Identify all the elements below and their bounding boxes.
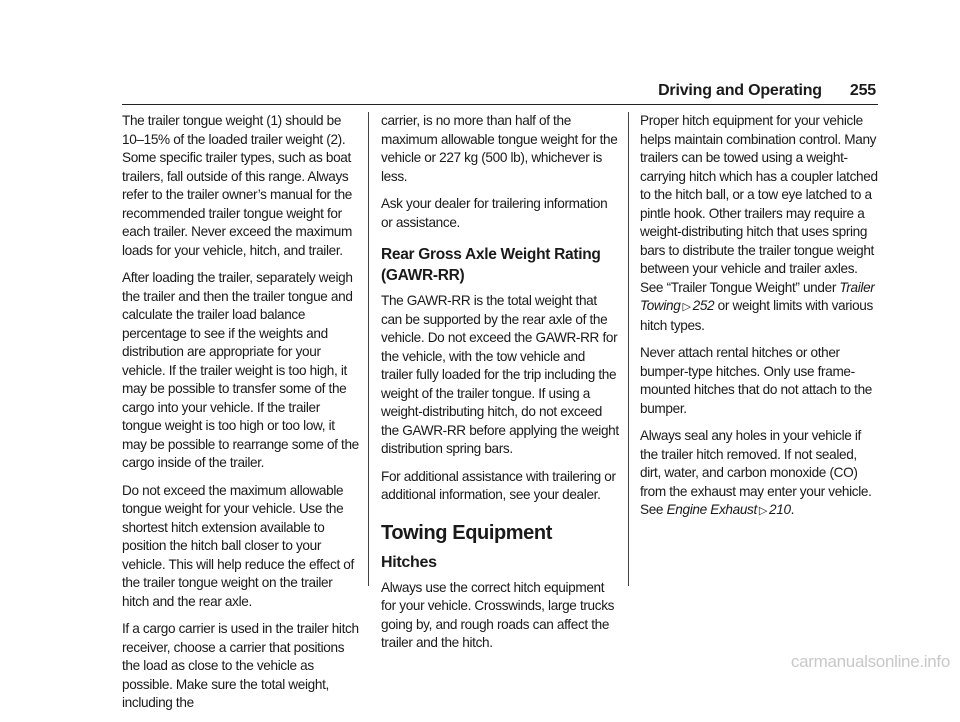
paragraph: For additional assistance with trailering or additional information, see your dealer. bbox=[381, 468, 616, 502]
xref-arrow-icon: ▷ bbox=[682, 301, 691, 313]
running-head bbox=[658, 82, 876, 100]
header-rule bbox=[122, 104, 878, 105]
text: or weight limits with various hitch types. bbox=[640, 298, 873, 333]
paragraph: Ask your dealer for trailering information or assistance. bbox=[381, 196, 608, 230]
heading-gawr-rr: Rear Gross Axle Weight Rating (GAWR-RR) bbox=[381, 246, 601, 284]
xref-page: 210 bbox=[769, 502, 791, 517]
paragraph: Never attach rental hitches or other bumper-type hitches. Only use frame-mounted hitches that do not attach to the bumper. bbox=[640, 345, 873, 416]
page-number: 255 bbox=[849, 82, 876, 99]
paragraph: The trailer tongue weight (1) should be 10–15% of the loaded trailer weight (2). Some specific trailer types, such as boat trailers, fall outside of this range. Always refer to the trailer owner’s manual for the recommended trailer tongue weight for each trailer. Never exceed the maximum loads for your vehicle, hitch, and trailer. bbox=[122, 113, 353, 258]
paragraph: carrier, is no more than half of the maximum allowable tongue weight for the vehicle or 227 kg (500 lb), whichever is less. bbox=[381, 113, 618, 184]
column-2 bbox=[381, 112, 619, 662]
xref-page: 252 bbox=[692, 298, 715, 313]
column-3 bbox=[640, 112, 878, 530]
column-1 bbox=[122, 112, 360, 722]
column-divider bbox=[368, 112, 369, 586]
section-title: Driving and Operating bbox=[658, 82, 822, 99]
text: . bbox=[790, 502, 795, 517]
xref-label: Trailer Towing bbox=[640, 279, 875, 313]
paragraph: Always use the correct hitch equipment for your vehicle. Crosswinds, large trucks going by, and rough roads can affect the trailer and the hitch. bbox=[381, 579, 615, 650]
paragraph bbox=[640, 427, 878, 521]
paragraph: If a cargo carrier is used in the trailer hitch receiver, choose a carrier that positions the load as close to the vehicle as possible. Make sure the total weight, including the bbox=[122, 621, 359, 710]
xref-arrow-icon: ▷ bbox=[758, 505, 768, 517]
xref-engine-exhaust[interactable] bbox=[667, 502, 791, 517]
text: Always seal any holes in your vehicle if the trailer hitch removed. If not sealed, dirt, water, and carbon monoxide (CO) from the exhaust may enter your vehicle. See bbox=[640, 428, 872, 517]
heading-towing-equipment: Towing Equipment bbox=[381, 521, 552, 544]
text: Proper hitch equipment for your vehicle helps maintain combination control. Many trailers can be towed using a weight-carrying hitch which has a coupler latched to the hitch ball, or a tow eye latched to a pintle hook. Other trailers may require a weight-distributing hitch that uses spring bars to distribute the trailer tongue weight between your vehicle and trailer axles. See “Trailer Tongue Weight” under bbox=[640, 113, 878, 295]
watermark: carmanualsonline.info bbox=[790, 652, 950, 671]
paragraph bbox=[640, 112, 878, 335]
paragraph: Do not exceed the maximum allowable tongue weight for your vehicle. Use the shortest hitch extension available to position the hitch ball closer to your vehicle. This will help reduce the effect of the trailer tongue weight on the trailer hitch and the rear axle. bbox=[122, 482, 354, 609]
paragraph: The GAWR-RR is the total weight that can be supported by the rear axle of the vehicle. Do not exceed the GAWR-RR for the vehicle, with the tow vehicle and trailer fully loaded for the trip including the weight of the trailer tongue. If using a weight-distributing hitch, do not exceed the GAWR-RR before applying the weight distribution spring bars. bbox=[381, 293, 619, 456]
paragraph: After loading the trailer, separately weigh the trailer and then the trailer tongue and calculate the trailer load balance percentage to see if the weights and distribution are appropriate for your vehicle. If the trailer weight is too high, it may be possible to transfer some of the cargo into your vehicle. If the trailer tongue weight is too high or too low, it may be possible to rearrange some of the cargo inside of the trailer. bbox=[122, 270, 359, 470]
xref-label: Engine Exhaust bbox=[666, 502, 757, 517]
column-divider bbox=[628, 112, 629, 586]
heading-hitches: Hitches bbox=[381, 553, 437, 571]
